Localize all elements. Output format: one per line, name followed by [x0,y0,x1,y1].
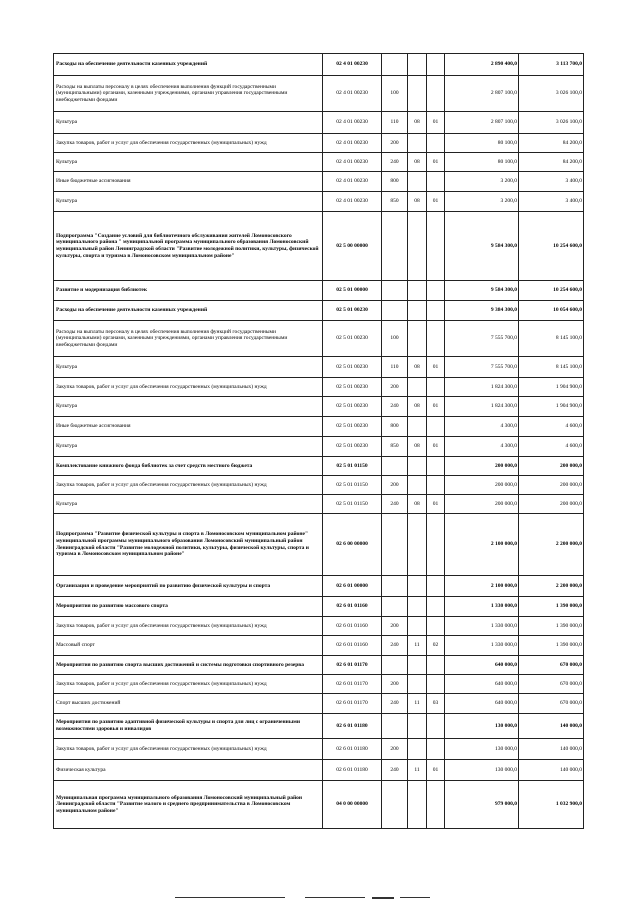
row-code-cell: 02 4 01 00230 [323,112,382,134]
row-name-cell: Культура [54,437,323,457]
row-subsection-cell: 01 [427,153,445,172]
row-amount-year1-cell: 3 200,0 [445,172,519,192]
row-expense-type-cell: 200 [382,617,408,636]
row-name-cell: Культура [54,153,323,172]
row-amount-year1-cell: 979 000,0 [445,781,519,829]
row-subsection-cell [427,656,445,675]
row-name-cell: Расходы на обеспечение деятельности казенных учреждений [54,301,323,321]
row-name-cell: Культура [54,397,323,417]
row-subsection-cell [427,54,445,76]
row-expense-type-cell: 110 [382,112,408,134]
row-code-cell: 02 5 01 00230 [323,321,382,357]
table-row [54,760,584,781]
row-amount-year2-cell: 1 904 900,0 [519,378,584,397]
row-subsection-cell: 01 [427,357,445,378]
row-name-cell: Закупка товаров, работ и услуг для обеспечения государственных (муниципальных) нужд [54,378,323,397]
row-name-cell: Подпрограмма "Создание условий для библиотечного обслуживания жителей Ломоносовского муниципального района " муниципальной программа муниципального образования Ломоносовский муниципальный район Ленинградской области "Развитие молодежной политики, культуры, физической культуры, спорта и туризма в Ломоносовском муниципальном районе" [54,212,323,281]
table-body [54,54,584,829]
row-subsection-cell [427,457,445,476]
row-expense-type-cell [382,457,408,476]
row-section-cell [408,714,427,739]
row-amount-year2-cell: 1 390 000,0 [519,636,584,656]
table-row [54,514,584,576]
row-expense-type-cell: 200 [382,134,408,153]
table-row [54,694,584,714]
footer-scan-line [175,897,285,898]
row-name-cell: Культура [54,112,323,134]
table-row [54,378,584,397]
row-section-cell [408,739,427,760]
row-expense-type-cell: 110 [382,357,408,378]
row-amount-year2-cell: 1 032 900,0 [519,781,584,829]
row-subsection-cell [427,514,445,576]
row-expense-type-cell [382,514,408,576]
row-name-cell: Расходы на выплаты персоналу в целях обеспечения выполнения функций государственными (муниципальными) органами, казенными учреждениями, органами управления государственными внебюджетными фондами [54,321,323,357]
row-name-cell: Иные бюджетные ассигнования [54,172,323,192]
row-amount-year2-cell: 3 113 700,0 [519,54,584,76]
row-amount-year1-cell: 7 555 700,0 [445,357,519,378]
row-amount-year1-cell: 1 824 300,0 [445,397,519,417]
table-row [54,112,584,134]
row-expense-type-cell [382,597,408,617]
row-amount-year1-cell: 9 584 300,0 [445,281,519,301]
table-row [54,212,584,281]
row-amount-year1-cell: 640 000,0 [445,675,519,694]
row-expense-type-cell: 200 [382,476,408,495]
row-section-cell: 08 [408,495,427,514]
table-row [54,397,584,417]
row-amount-year1-cell: 80 100,0 [445,134,519,153]
row-amount-year2-cell: 2 200 000,0 [519,576,584,597]
row-subsection-cell [427,714,445,739]
row-code-cell: 02 6 01 01160 [323,597,382,617]
row-name-cell: Расходы на выплаты персоналу в целях обеспечения выполнения функций государственными (муниципальными) органами, казенными учреждениями, органами управления государственными внебюджетными фондами [54,76,323,112]
row-subsection-cell: 01 [427,437,445,457]
table-row [54,781,584,829]
row-code-cell: 02 6 01 01170 [323,675,382,694]
table-row [54,476,584,495]
row-section-cell: 11 [408,694,427,714]
row-section-cell [408,656,427,675]
row-expense-type-cell: 240 [382,760,408,781]
row-expense-type-cell [382,301,408,321]
row-amount-year1-cell: 200 000,0 [445,457,519,476]
row-name-cell: Закупка товаров, работ и услуг для обеспечения государственных (муниципальных) нужд [54,675,323,694]
row-amount-year1-cell: 130 000,0 [445,760,519,781]
row-name-cell: Мероприятия по развитию спорта высших достижений и системы подготовки спортивного резерва [54,656,323,675]
row-expense-type-cell: 240 [382,495,408,514]
row-section-cell: 08 [408,112,427,134]
row-section-cell: 08 [408,153,427,172]
row-code-cell: 02 5 01 01150 [323,476,382,495]
row-section-cell [408,301,427,321]
row-subsection-cell [427,739,445,760]
footer-scan-line [305,897,365,898]
row-amount-year1-cell: 200 000,0 [445,476,519,495]
row-name-cell: Спорт высших достижений [54,694,323,714]
row-code-cell: 02 5 01 00230 [323,417,382,437]
row-subsection-cell [427,301,445,321]
row-subsection-cell [427,76,445,112]
row-code-cell: 02 4 01 00230 [323,134,382,153]
row-expense-type-cell: 100 [382,321,408,357]
row-expense-type-cell: 850 [382,437,408,457]
row-amount-year2-cell: 200 000,0 [519,476,584,495]
row-section-cell [408,417,427,437]
row-amount-year2-cell: 1 390 000,0 [519,617,584,636]
row-subsection-cell [427,378,445,397]
row-code-cell: 02 5 01 00230 [323,301,382,321]
row-subsection-cell: 01 [427,495,445,514]
row-expense-type-cell: 240 [382,694,408,714]
row-name-cell: Муниципальная программа муниципального образования Ломоносовский муниципальный район Ленинградской области "Развитие малого и среднего предпринимательства в Ломоносовском муниципальном районе" [54,781,323,829]
row-amount-year2-cell: 140 000,0 [519,739,584,760]
row-section-cell: 08 [408,397,427,417]
row-amount-year2-cell: 3 400,0 [519,172,584,192]
row-code-cell: 02 4 01 00230 [323,172,382,192]
row-amount-year1-cell: 9 384 300,0 [445,301,519,321]
row-code-cell: 02 4 01 00230 [323,192,382,212]
row-expense-type-cell: 800 [382,417,408,437]
row-expense-type-cell [382,714,408,739]
row-expense-type-cell: 240 [382,636,408,656]
row-code-cell: 02 5 00 00000 [323,212,382,281]
row-amount-year1-cell: 1 824 300,0 [445,378,519,397]
footer-scan-line [400,897,430,898]
row-amount-year2-cell: 140 000,0 [519,760,584,781]
row-section-cell [408,172,427,192]
row-name-cell: Культура [54,192,323,212]
table-row [54,192,584,212]
row-code-cell: 02 6 01 00000 [323,576,382,597]
row-amount-year2-cell: 670 000,0 [519,656,584,675]
row-name-cell: Расходы на обеспечение деятельности казенных учреждений [54,54,323,76]
row-section-cell [408,134,427,153]
row-amount-year2-cell: 670 000,0 [519,675,584,694]
row-expense-type-cell: 100 [382,76,408,112]
row-subsection-cell [427,617,445,636]
footer-scan-line [372,897,394,899]
row-amount-year1-cell: 9 584 300,0 [445,212,519,281]
table-row [54,301,584,321]
row-amount-year2-cell: 10 054 600,0 [519,301,584,321]
row-name-cell: Культура [54,495,323,514]
table-row [54,457,584,476]
row-subsection-cell [427,576,445,597]
row-amount-year2-cell: 670 000,0 [519,694,584,714]
row-section-cell [408,617,427,636]
row-section-cell: 11 [408,760,427,781]
row-amount-year1-cell: 640 000,0 [445,694,519,714]
row-subsection-cell [427,321,445,357]
row-amount-year2-cell: 84 200,0 [519,153,584,172]
row-amount-year1-cell: 2 890 400,0 [445,54,519,76]
row-subsection-cell [427,172,445,192]
row-name-cell: Подпрограмма "Развитие физической культуры и спорта в Ломоносовском муниципальном районе" муниципальной программы муниципального образования Ломоносовский муниципальный район Ленинградской области "Развитие молодежной политики, культуры, физической культуры, спорта и туризма в Ломоносовском муниципальном районе" [54,514,323,576]
row-amount-year1-cell: 4 300,0 [445,417,519,437]
row-code-cell: 02 6 00 00000 [323,514,382,576]
row-name-cell: Закупка товаров, работ и услуг для обеспечения государственных (муниципальных) нужд [54,739,323,760]
row-code-cell: 04 0 00 00000 [323,781,382,829]
row-expense-type-cell: 200 [382,675,408,694]
row-section-cell: 08 [408,192,427,212]
row-code-cell: 02 4 01 00230 [323,54,382,76]
row-subsection-cell: 01 [427,397,445,417]
row-name-cell: Массовый спорт [54,636,323,656]
row-amount-year1-cell: 640 000,0 [445,656,519,675]
row-amount-year2-cell: 3 400,0 [519,192,584,212]
row-name-cell: Закупка товаров, работ и услуг для обеспечения государственных (муниципальных) нужд [54,476,323,495]
row-code-cell: 02 6 01 01180 [323,760,382,781]
row-amount-year2-cell: 200 000,0 [519,495,584,514]
row-expense-type-cell [382,781,408,829]
row-subsection-cell: 01 [427,192,445,212]
table-row [54,417,584,437]
row-code-cell: 02 5 01 01150 [323,495,382,514]
row-amount-year2-cell: 4 600,0 [519,437,584,457]
row-name-cell: Комплектование книжного фонда библиотек за счет средств местного бюджета [54,457,323,476]
row-name-cell: Физическая культура [54,760,323,781]
row-code-cell: 02 5 01 00230 [323,378,382,397]
row-expense-type-cell: 200 [382,378,408,397]
table-row [54,76,584,112]
table-row [54,54,584,76]
table-row [54,437,584,457]
row-subsection-cell [427,134,445,153]
row-code-cell: 02 5 01 00000 [323,281,382,301]
row-section-cell: 08 [408,437,427,457]
row-section-cell: 08 [408,357,427,378]
row-code-cell: 02 6 01 01180 [323,739,382,760]
row-amount-year1-cell: 130 000,0 [445,739,519,760]
table-row [54,636,584,656]
row-section-cell [408,514,427,576]
row-expense-type-cell [382,212,408,281]
row-name-cell: Мероприятия по развитию адаптивной физической культуры и спорта для лиц с ограниченными возможностями здоровья и инвалидов [54,714,323,739]
row-subsection-cell: 01 [427,112,445,134]
row-expense-type-cell [382,54,408,76]
row-section-cell [408,321,427,357]
row-amount-year1-cell: 2 100 000,0 [445,576,519,597]
row-code-cell: 02 6 01 01170 [323,694,382,714]
table-row [54,714,584,739]
row-subsection-cell [427,675,445,694]
row-amount-year1-cell: 130 000,0 [445,714,519,739]
row-amount-year2-cell: 4 600,0 [519,417,584,437]
row-section-cell [408,476,427,495]
table-row [54,495,584,514]
row-amount-year1-cell: 200 000,0 [445,495,519,514]
row-expense-type-cell [382,576,408,597]
row-code-cell: 02 4 01 00230 [323,153,382,172]
table-row [54,172,584,192]
row-amount-year2-cell: 200 000,0 [519,457,584,476]
table-row [54,321,584,357]
row-amount-year2-cell: 8 145 100,0 [519,321,584,357]
row-expense-type-cell: 800 [382,172,408,192]
row-code-cell: 02 6 01 01180 [323,714,382,739]
row-amount-year2-cell: 8 145 100,0 [519,357,584,378]
row-subsection-cell: 03 [427,694,445,714]
row-subsection-cell [427,781,445,829]
table-row [54,281,584,301]
row-amount-year1-cell: 7 555 700,0 [445,321,519,357]
row-amount-year1-cell: 4 300,0 [445,437,519,457]
row-code-cell: 02 5 01 00230 [323,357,382,378]
row-expense-type-cell: 240 [382,153,408,172]
row-subsection-cell [427,212,445,281]
table-row [54,617,584,636]
row-section-cell [408,597,427,617]
row-section-cell [408,76,427,112]
row-code-cell: 02 5 01 01150 [323,457,382,476]
row-name-cell: Закупка товаров, работ и услуг для обеспечения государственных (муниципальных) нужд [54,134,323,153]
row-amount-year2-cell: 3 026 100,0 [519,112,584,134]
row-expense-type-cell: 850 [382,192,408,212]
row-amount-year1-cell: 3 200,0 [445,192,519,212]
row-amount-year1-cell: 80 100,0 [445,153,519,172]
row-code-cell: 02 6 01 01170 [323,656,382,675]
row-expense-type-cell: 240 [382,397,408,417]
row-amount-year1-cell: 1 330 000,0 [445,597,519,617]
row-code-cell: 02 5 01 00230 [323,437,382,457]
row-subsection-cell: 02 [427,636,445,656]
row-section-cell [408,54,427,76]
table-row [54,597,584,617]
row-amount-year2-cell: 10 254 600,0 [519,281,584,301]
row-amount-year1-cell: 1 330 000,0 [445,617,519,636]
row-subsection-cell [427,597,445,617]
budget-table [53,53,584,829]
row-code-cell: 02 6 01 01160 [323,636,382,656]
row-amount-year2-cell: 1 390 000,0 [519,597,584,617]
row-amount-year2-cell: 140 000,0 [519,714,584,739]
row-amount-year1-cell: 2 100 000,0 [445,514,519,576]
row-subsection-cell [427,417,445,437]
row-amount-year1-cell: 2 807 100,0 [445,112,519,134]
table-row [54,357,584,378]
row-amount-year2-cell: 3 026 100,0 [519,76,584,112]
row-section-cell [408,212,427,281]
row-subsection-cell: 01 [427,760,445,781]
row-name-cell: Иные бюджетные ассигнования [54,417,323,437]
row-section-cell [408,281,427,301]
row-name-cell: Культура [54,357,323,378]
row-section-cell [408,457,427,476]
table-row [54,739,584,760]
table-row [54,675,584,694]
table-row [54,153,584,172]
row-section-cell: 11 [408,636,427,656]
row-section-cell [408,675,427,694]
row-subsection-cell [427,476,445,495]
row-amount-year1-cell: 1 330 000,0 [445,636,519,656]
table-row [54,576,584,597]
row-code-cell: 02 6 01 01160 [323,617,382,636]
row-name-cell: Организация и проведение мероприятий по развитию физической культуры и спорта [54,576,323,597]
row-amount-year2-cell: 1 904 900,0 [519,397,584,417]
row-expense-type-cell [382,656,408,675]
row-amount-year1-cell: 2 807 100,0 [445,76,519,112]
row-name-cell: Развитие и модернизация библиотек [54,281,323,301]
table-row [54,134,584,153]
row-section-cell [408,378,427,397]
row-code-cell: 02 4 01 00230 [323,76,382,112]
table-row [54,656,584,675]
row-name-cell: Мероприятия по развитию массового спорта [54,597,323,617]
row-section-cell [408,576,427,597]
row-name-cell: Закупка товаров, работ и услуг для обеспечения государственных (муниципальных) нужд [54,617,323,636]
row-amount-year2-cell: 2 200 000,0 [519,514,584,576]
row-expense-type-cell [382,281,408,301]
row-subsection-cell [427,281,445,301]
row-section-cell [408,781,427,829]
row-amount-year2-cell: 10 254 600,0 [519,212,584,281]
row-amount-year2-cell: 84 200,0 [519,134,584,153]
row-expense-type-cell: 200 [382,739,408,760]
row-code-cell: 02 5 01 00230 [323,397,382,417]
